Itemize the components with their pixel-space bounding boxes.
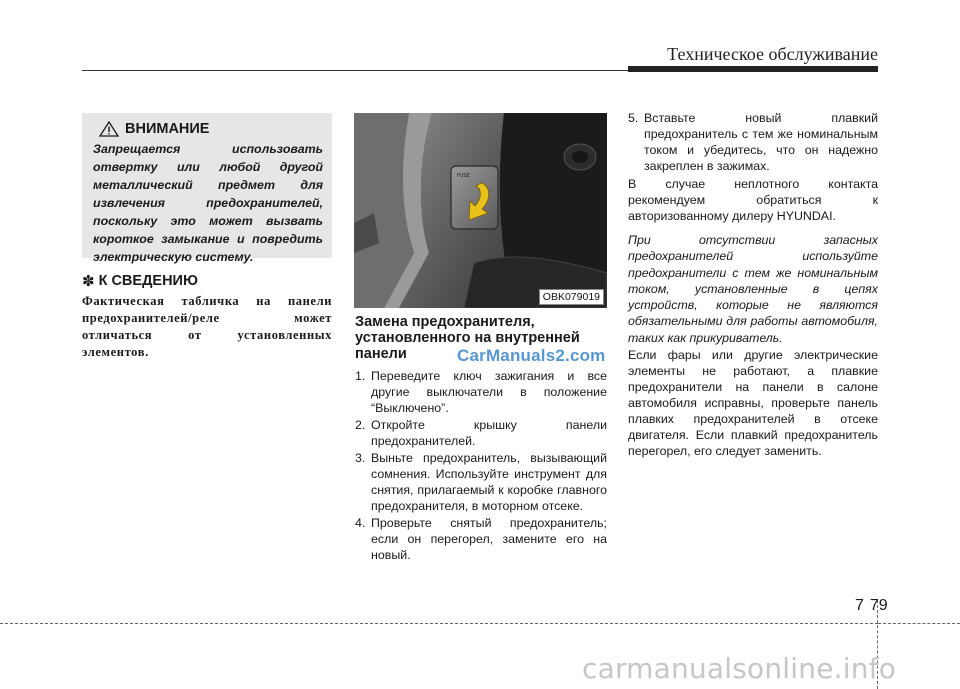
warning-text: Запрещается использовать отвертку или любой другой металлический предмет для извлечения предохранителей, поскольку это может вызвать короткое замыкание и повредить электрическую систему. xyxy=(93,142,323,264)
step-number: 2. xyxy=(355,418,366,432)
list-item xyxy=(628,110,878,174)
footer-rule xyxy=(878,623,960,624)
warning-box xyxy=(82,113,332,264)
asterisk-icon: ✽ xyxy=(82,272,95,290)
italic-note: При отсутствии запасных предохранителей используйте предохранители с тем же номинальным током, установленные в цепях устройств, которые не являются обязательными для работы автомобиля, таких как прикуриватель. xyxy=(628,233,878,345)
step-number: 3. xyxy=(355,451,366,465)
fuse-panel-photo xyxy=(354,113,607,308)
photo-code: OBK079019 xyxy=(539,289,604,305)
page-number xyxy=(855,597,888,615)
paragraph: В случае неплотного контакта рекомендуем обратиться к авторизованному дилеру HYUNDAI. xyxy=(628,177,878,223)
step-text: Выньте предохранитель, вызывающий сомнения. Используйте инструмент для снятия, прилагаемый к коробке главного предохранителя, в моторном отсеке. xyxy=(371,451,607,513)
svg-text:FUSE: FUSE xyxy=(457,173,470,179)
site-watermark: carmanualsonline.info xyxy=(582,652,897,685)
info-heading xyxy=(82,273,198,289)
footer-rule xyxy=(0,623,878,624)
info-title: К СВЕДЕНИЮ xyxy=(98,273,198,289)
steps-list-continued xyxy=(628,110,878,175)
watermark: CarManuals2.com xyxy=(457,346,606,365)
paragraph: Если фары или другие электрические элементы не работают, а плавкие предохранители на панели в салоне автомобиля исправны, проверьте панель плавких предохранителей в отсеке двигателя. Если плавкий предохранитель перегорел, его следует заменить. xyxy=(628,348,878,458)
step-number: 5. xyxy=(628,111,639,125)
info-text: Фактическая табличка на панели предохранителей/реле может отличаться от установленных элементов. xyxy=(82,294,332,359)
list-item xyxy=(355,450,607,514)
step-text: Откройте крышку панели предохранителей. xyxy=(371,418,607,448)
step-number: 4. xyxy=(355,516,366,530)
list-item xyxy=(355,368,607,416)
step-text: Проверьте снятый предохранитель; если он перегорел, замените его на новый. xyxy=(371,516,607,562)
header-rule xyxy=(82,70,628,71)
warning-triangle-icon xyxy=(99,121,119,137)
list-item xyxy=(355,417,607,449)
section-heading: Замена предохранителя, установленного на внутренней панели xyxy=(355,314,580,362)
list-item xyxy=(355,515,607,563)
warning-heading xyxy=(99,121,323,137)
step-number: 1. xyxy=(355,369,366,383)
section-title: Техническое обслуживание xyxy=(667,44,878,64)
step-text: Переведите ключ зажигания и все другие выключатели в положение “Выключено”. xyxy=(371,369,607,415)
chapter-number: 7 xyxy=(855,597,864,614)
steps-list xyxy=(355,368,607,564)
header-rule-accent xyxy=(628,66,878,72)
step-text: Вставьте новый плавкий предохранитель с тем же номинальным током и убедитесь, что он надежно закреплен в зажимах. xyxy=(644,111,878,173)
warning-title: ВНИМАНИЕ xyxy=(125,121,210,137)
page-num: 79 xyxy=(869,597,888,614)
